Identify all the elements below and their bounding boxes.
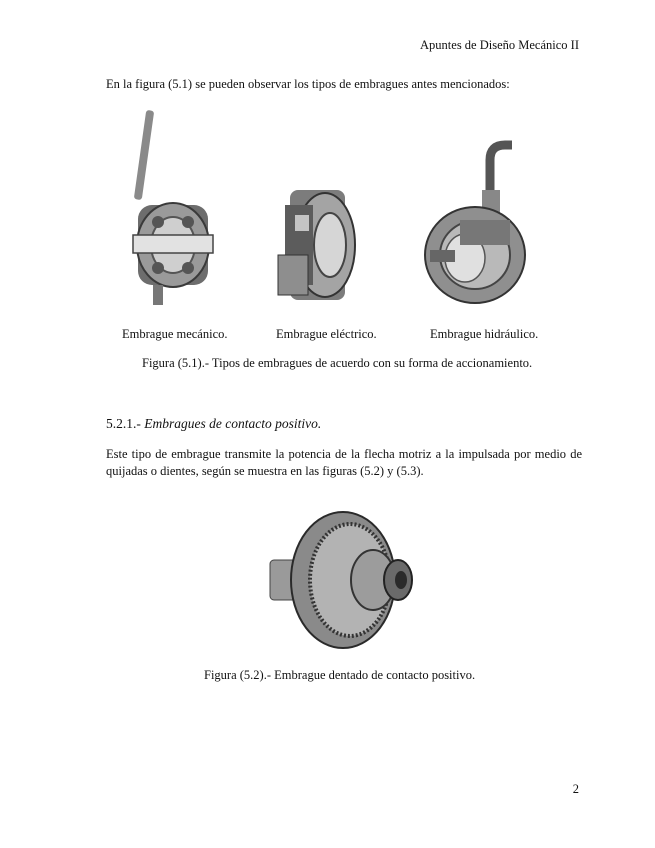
page-header: Apuntes de Diseño Mecánico II (420, 38, 579, 52)
hydraulic-clutch-image (420, 140, 530, 310)
section-title: Embragues de contacto positivo. (144, 416, 322, 431)
page-number: 2 (572, 782, 579, 796)
figure-5-1-caption: Figura (5.1).- Tipos de embragues de acuerdo con su forma de accionamiento. (142, 356, 533, 370)
label-electric: Embrague eléctrico. (276, 327, 377, 341)
electric-clutch-image (270, 185, 360, 310)
intro-paragraph: En la figura (5.1) se pueden observar los tipos de embragues antes mencionados: (106, 77, 510, 91)
mechanical-clutch-image (128, 110, 228, 310)
section-heading (106, 416, 321, 432)
toothed-clutch-image (268, 505, 418, 655)
body-paragraph: Este tipo de embrague transmite la potencia de la flecha motriz a la impulsada por medio de quijadas o dientes, según se muestra en las figuras (5.2) y (5.3). (106, 447, 582, 478)
section-number: 5.2.1.- (106, 416, 141, 431)
label-hydraulic: Embrague hidráulico. (430, 327, 539, 341)
label-mechanical: Embrague mecánico. (122, 327, 228, 341)
figure-5-2-caption: Figura (5.2).- Embrague dentado de contacto positivo. (204, 668, 476, 682)
